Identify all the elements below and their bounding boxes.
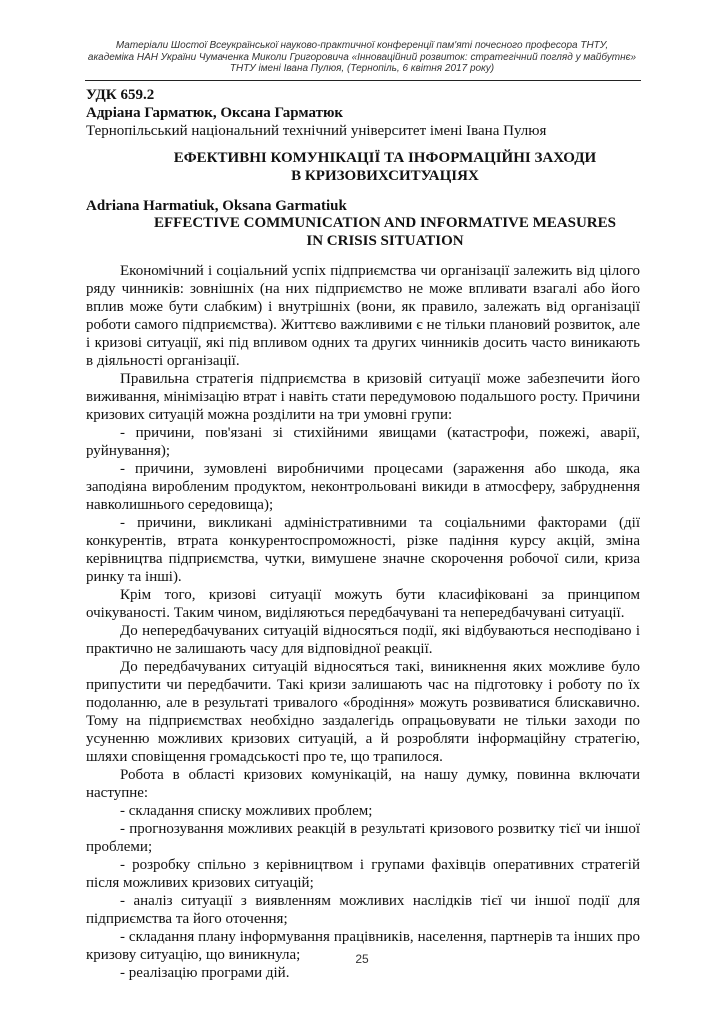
- title-english-line-1: EFFECTIVE COMMUNICATION AND INFORMATIVE MEASURES: [154, 215, 616, 231]
- title-ukrainian-line-2: В КРИЗОВИХСИТУАЦІЯХ: [291, 167, 479, 184]
- list-item: - розробку спільно з керівництвом і групами фахівців оперативних стратегій після можливих кризових ситуацій;: [86, 857, 640, 891]
- authors-english: Adriana Harmatiuk, Oksana Garmatiuk: [86, 198, 347, 214]
- paragraph: Економічний і соціальний успіх підприємства чи організації залежить від цілого ряду чинників: зовнішніх (на них підприємство не може впливати взагалі або його вплив може бути слабким) і внутрішніх (вони, як правило, залежать від організації роботи самого підприємства). Життєво важливими є не тільки плановий розвиток, але і кризові ситуації, які під впливом одних та других чинників досить часто виникають в діяльності організації.: [86, 263, 640, 369]
- conference-header: [60, 40, 664, 75]
- title-ukrainian: [130, 150, 640, 185]
- title-ukrainian-line-1: ЕФЕКТИВНІ КОМУНІКАЦІЇ ТА ІНФОРМАЦІЙНІ ЗАХОДИ: [173, 150, 597, 166]
- list-item: - прогнозування можливих реакцій в результаті кризового розвитку тієї чи іншої проблеми;: [86, 821, 640, 855]
- paragraph: До непередбачуваних ситуацій відносяться події, які відбуваються несподівано і практично не залишають часу для відповідної реакції.: [86, 623, 640, 657]
- paragraph: Крім того, кризові ситуації можуть бути класифіковані за принципом очікуваності. Таким чином, виділяються передбачувані та непередбачувані ситуації.: [86, 587, 640, 621]
- affiliation: Тернопільський національний технічний університет імені Івана Пулюя: [86, 123, 547, 139]
- list-item: - реалізацію програми дій.: [120, 965, 290, 981]
- article-body: [86, 262, 640, 982]
- title-english: [150, 215, 620, 250]
- paragraph: Правильна стратегія підприємства в кризовій ситуації може забезпечити його виживання, мінімізацію втрат і навіть стати передумовою подальшого росту. Причини кризових ситуацій можна розділити на три умовні групи:: [86, 371, 640, 423]
- title-english-line-2: IN CRISIS SITUATION: [306, 232, 464, 249]
- header-line-1: Матеріали Шостої Всеукраїнської науково-практичної конференції пам'яті почесного професора ТНТУ,: [115, 40, 609, 51]
- authors-ukrainian: Адріана Гарматюк, Оксана Гарматюк: [86, 105, 344, 121]
- header-line-3: ТНТУ імені Івана Пулюя, (Тернопіль, 6 квітня 2017 року): [229, 63, 495, 74]
- list-item: - складання списку можливих проблем;: [120, 803, 373, 819]
- paragraph: Робота в області кризових комунікацій, на нашу думку, повинна включати наступне:: [86, 767, 640, 801]
- list-item: - причини, викликані адміністративними та соціальними факторами (дії конкурентів, втрата конкурентоспроможності, різке падіння курсу акцій, зміна керівництва підприємства, чутки, вимушене значне скорочення робочої сили, криза ринку та інші).: [86, 515, 640, 585]
- paragraph: До передбачуваних ситуацій відносяться такі, виникнення яких можливе було припустити чи передбачити. Такі кризи залишають час на підготовку і роботу по їх подоланню, але в результаті тривалого «бродіння» можуть розвиватися блискавично. Тому на підприємствах необхідно заздалегідь опрацьовувати не тільки заходи по усуненню можливих кризових ситуацій, а й розробляти інформаційну стратегію, шляхи сповіщення громадськості про те, що трапилося.: [86, 659, 640, 765]
- udk-code: УДК 659.2: [86, 87, 155, 103]
- list-item: - причини, зумовлені виробничими процесами (зараження або шкода, яка заподіяна виробленим продуктом, неконтрольовані викиди в атмосферу, забруднення навколишнього середовища);: [86, 461, 640, 513]
- header-divider: [85, 80, 641, 81]
- list-item: - причини, пов'язані зі стихійними явищами (катастрофи, пожежі, аварії, руйнування);: [86, 425, 640, 459]
- list-item: - аналіз ситуації з виявленням можливих наслідків тієї чи іншої події для підприємства та його оточення;: [86, 893, 640, 927]
- header-line-2: академіка НАН України Чумаченка Миколи Григоровича «Інноваційний розвиток: стратегічний погляд у майбутнє»: [87, 51, 637, 63]
- list-item: - складання плану інформування працівників, населення, партнерів та інших про кризову ситуацію, що виникнула;: [86, 929, 640, 963]
- page-number: 25: [355, 952, 369, 966]
